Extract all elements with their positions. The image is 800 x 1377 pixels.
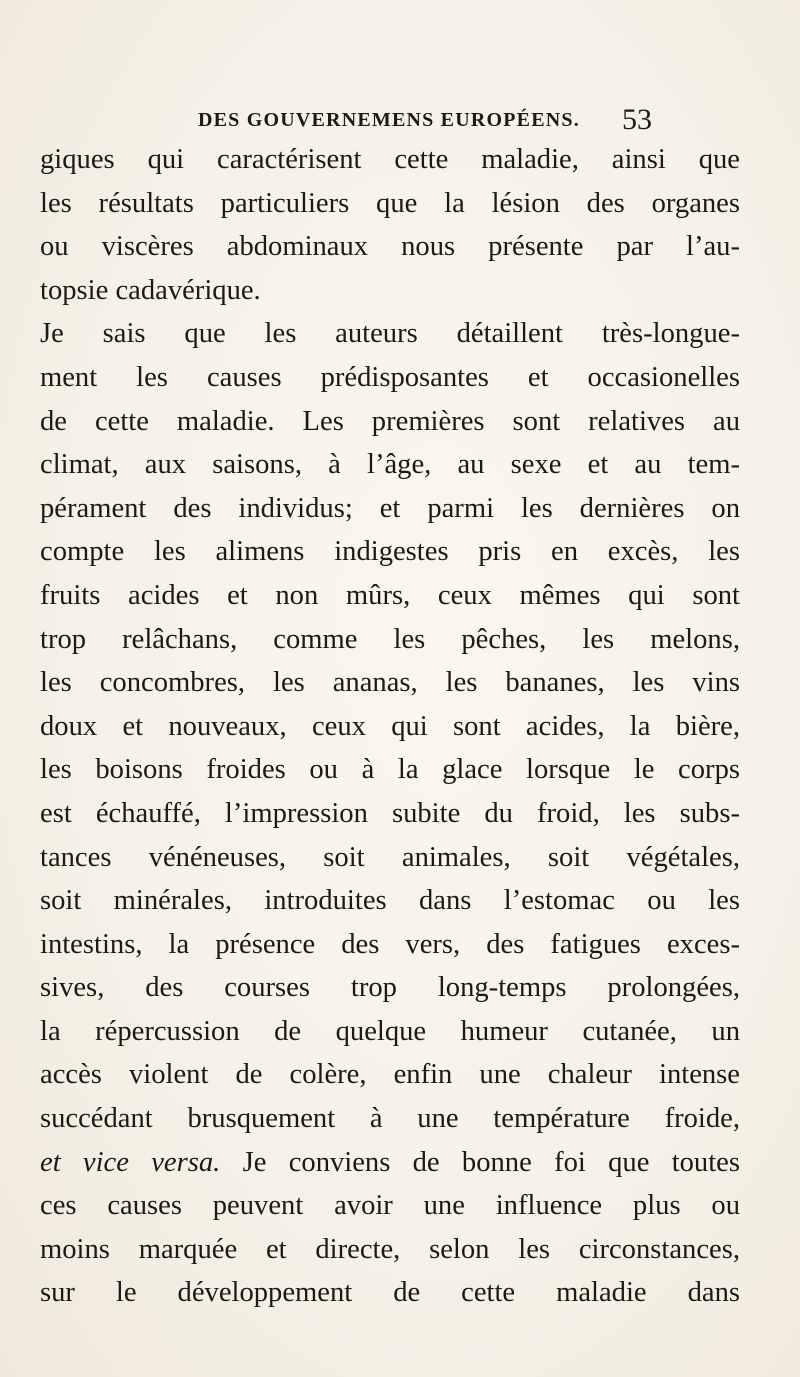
text-line: est échauffé, l’impression subite du froid, les subs- [40,797,740,829]
text-line: sur le développement de cette maladie dans [40,1277,740,1309]
text-line: intestins, la présence des vers, des fatigues exces- [40,928,740,960]
text-line: compte les alimens indigestes pris en excès, les [40,536,740,568]
text-line: les boisons froides ou à la glace lorsque le corps [40,754,740,786]
text-line: les résultats particuliers que la lésion des organes [40,187,740,219]
text-line: succédant brusquement à une température froide, [40,1103,740,1135]
text-line: les concombres, les ananas, les bananes, les vins [40,667,740,699]
text-line: tances vénéneuses, soit animales, soit végétales, [40,841,740,873]
text-run: Je conviens de bonne foi que toutes [242,1146,740,1178]
running-header [198,103,652,139]
running-title: DES GOUVERNEMENS EUROPÉENS. [198,109,580,131]
text-line: moins marquée et directe, selon les circonstances, [40,1233,740,1265]
italic-phrase: et vice versa. [40,1146,221,1178]
text-line: ou viscères abdominaux nous présente par l’au- [40,231,740,263]
text-line: trop relâchans, comme les pêches, les melons, [40,623,740,655]
text-line: giques qui caractérisent cette maladie, ainsi que [40,144,740,175]
text-line: accès violent de colère, enfin une chaleur intense [40,1059,740,1091]
text-line: Je sais que les auteurs détaillent très-longue- [40,318,740,350]
text-line: topsie cadavérique. [40,274,261,306]
text-line: soit minérales, introduites dans l’estomac ou les [40,885,740,917]
text-line: climat, aux saisons, à l’âge, au sexe et au tem- [40,449,740,481]
page-number: 53 [622,103,652,136]
text-line: fruits acides et non mûrs, ceux mêmes qui sont [40,579,740,611]
text-line: pérament des individus; et parmi les dernières on [40,492,740,524]
text-line: ment les causes prédisposantes et occasionelles [40,361,740,393]
text-line: sives, des courses trop long-temps prolongées, [40,972,740,1004]
body-text [40,138,740,1315]
text-line: de cette maladie. Les premières sont relatives au [40,405,740,437]
text-line: doux et nouveaux, ceux qui sont acides, la bière, [40,710,740,742]
text-line-mixed [40,1141,740,1185]
text-line: la répercussion de quelque humeur cutanée, un [40,1015,740,1047]
text-line: ces causes peuvent avoir une influence plus ou [40,1190,740,1222]
